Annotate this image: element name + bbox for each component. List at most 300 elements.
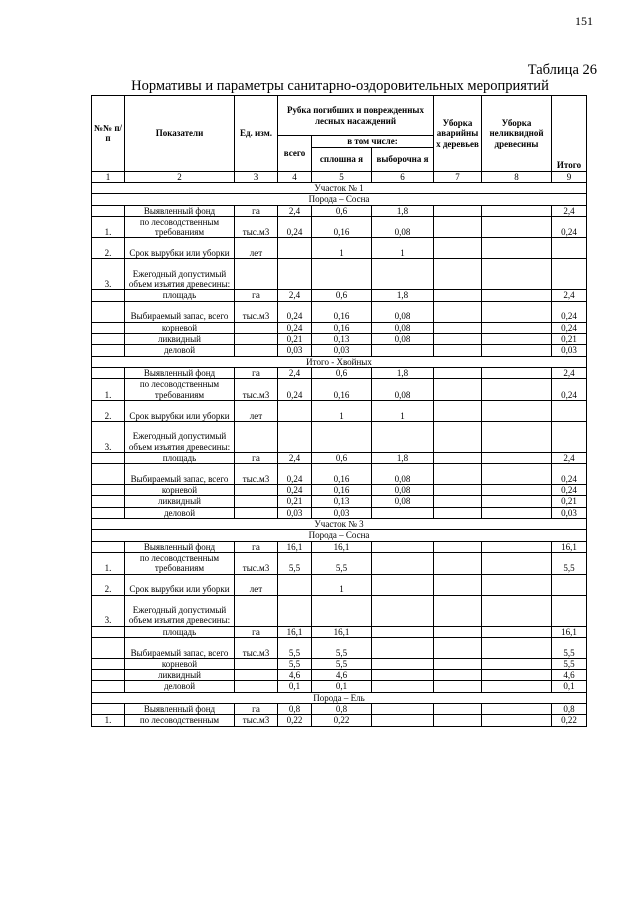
indicator-cell: Ежегодный допустимый объем изъятия древесины: xyxy=(125,259,235,290)
emergency-cell xyxy=(434,452,482,463)
table-row xyxy=(92,637,587,658)
colnum-4: 4 xyxy=(278,171,312,183)
row-number xyxy=(92,637,125,658)
total-felling-cell: 5,5 xyxy=(278,658,312,669)
row-number xyxy=(92,205,125,216)
header-emergency: Уборка аварийны х деревьев xyxy=(434,96,482,172)
itogo-cell: 0,22 xyxy=(552,715,587,726)
table-row xyxy=(92,507,587,518)
table-row xyxy=(92,670,587,681)
indicator-cell: Выбираемый запас, всего xyxy=(125,637,235,658)
table-row xyxy=(92,715,587,726)
clear-felling-cell: 16,1 xyxy=(312,541,372,552)
emergency-cell xyxy=(434,379,482,401)
unit-cell: га xyxy=(235,367,278,378)
clear-felling-cell: 5,5 xyxy=(312,637,372,658)
illiquid-cell xyxy=(482,367,552,378)
row-number xyxy=(92,681,125,692)
row-number xyxy=(92,541,125,552)
illiquid-cell xyxy=(482,290,552,301)
row-number xyxy=(92,658,125,669)
indicator-cell: по лесоводственным xyxy=(125,715,235,726)
header-itogo: Итого xyxy=(552,96,587,172)
indicator-cell: Выявленный фонд xyxy=(125,367,235,378)
clear-felling-cell: 1 xyxy=(312,574,372,595)
unit-cell: га xyxy=(235,205,278,216)
indicator-cell: по лесоводственным требованиям xyxy=(125,216,235,238)
indicator-cell: Срок вырубки или уборки xyxy=(125,238,235,259)
itogo-cell: 0,24 xyxy=(552,379,587,401)
indicator-cell: площадь xyxy=(125,626,235,637)
illiquid-cell xyxy=(482,216,552,238)
header-indicators: Показатели xyxy=(125,96,235,172)
header-felling-group: Рубка погибших и поврежденных лесных насаждений xyxy=(278,96,434,136)
row-number xyxy=(92,322,125,333)
emergency-cell xyxy=(434,541,482,552)
table-row xyxy=(92,485,587,496)
emergency-cell xyxy=(434,658,482,669)
itogo-cell: 4,6 xyxy=(552,670,587,681)
emergency-cell xyxy=(434,345,482,356)
itogo-cell: 0,21 xyxy=(552,496,587,507)
table-row xyxy=(92,216,587,238)
table-title: Нормативы и параметры санитарно-оздоровительных мероприятий xyxy=(131,78,549,94)
itogo-cell xyxy=(552,238,587,259)
emergency-cell xyxy=(434,216,482,238)
clear-felling-cell: 0,16 xyxy=(312,485,372,496)
unit-cell xyxy=(235,485,278,496)
row-number xyxy=(92,290,125,301)
section-row xyxy=(92,183,587,194)
itogo-cell: 0,24 xyxy=(552,322,587,333)
indicator-cell: деловой xyxy=(125,681,235,692)
row-number: 3. xyxy=(92,259,125,290)
unit-cell: га xyxy=(235,626,278,637)
unit-cell xyxy=(235,421,278,452)
itogo-cell: 2,4 xyxy=(552,367,587,378)
selective-felling-cell: 1,8 xyxy=(372,205,434,216)
row-number xyxy=(92,334,125,345)
itogo-cell: 0,8 xyxy=(552,704,587,715)
table-label: Таблица 26 xyxy=(527,62,597,78)
selective-felling-cell xyxy=(372,595,434,626)
itogo-cell: 5,5 xyxy=(552,552,587,574)
unit-cell xyxy=(235,334,278,345)
itogo-cell: 0,1 xyxy=(552,681,587,692)
indicator-cell: Ежегодный допустимый объем изъятия древесины: xyxy=(125,595,235,626)
selective-felling-cell xyxy=(372,704,434,715)
emergency-cell xyxy=(434,485,482,496)
itogo-cell: 0,24 xyxy=(552,464,587,485)
total-felling-cell: 16,1 xyxy=(278,626,312,637)
selective-felling-cell: 1,8 xyxy=(372,452,434,463)
selective-felling-cell: 1,8 xyxy=(372,290,434,301)
clear-felling-cell: 1 xyxy=(312,238,372,259)
illiquid-cell xyxy=(482,681,552,692)
row-number xyxy=(92,464,125,485)
clear-felling-cell: 0,22 xyxy=(312,715,372,726)
selective-felling-cell xyxy=(372,507,434,518)
itogo-cell: 0,21 xyxy=(552,334,587,345)
unit-cell xyxy=(235,507,278,518)
total-felling-cell: 0,1 xyxy=(278,681,312,692)
row-number xyxy=(92,626,125,637)
illiquid-cell xyxy=(482,507,552,518)
selective-felling-cell xyxy=(372,658,434,669)
unit-cell xyxy=(235,658,278,669)
total-felling-cell xyxy=(278,421,312,452)
clear-felling-cell: 0,6 xyxy=(312,452,372,463)
unit-cell xyxy=(235,322,278,333)
clear-felling-cell xyxy=(312,421,372,452)
table-row xyxy=(92,464,587,485)
itogo-cell: 5,5 xyxy=(552,658,587,669)
table-row xyxy=(92,379,587,401)
unit-cell: тыс.м3 xyxy=(235,216,278,238)
section-title: Порода – Сосна xyxy=(92,194,587,205)
table-row xyxy=(92,541,587,552)
illiquid-cell xyxy=(482,452,552,463)
section-title: Участок № 3 xyxy=(92,519,587,530)
emergency-cell xyxy=(434,205,482,216)
illiquid-cell xyxy=(482,485,552,496)
itogo-cell: 2,4 xyxy=(552,452,587,463)
total-felling-cell: 0,24 xyxy=(278,485,312,496)
illiquid-cell xyxy=(482,574,552,595)
indicator-cell: Выявленный фонд xyxy=(125,704,235,715)
itogo-cell xyxy=(552,259,587,290)
indicator-cell: деловой xyxy=(125,345,235,356)
indicator-cell: площадь xyxy=(125,290,235,301)
selective-felling-cell: 1 xyxy=(372,238,434,259)
emergency-cell xyxy=(434,704,482,715)
clear-felling-cell: 4,6 xyxy=(312,670,372,681)
page-number: 151 xyxy=(575,14,593,28)
table-row xyxy=(92,658,587,669)
table-row xyxy=(92,552,587,574)
total-felling-cell xyxy=(278,259,312,290)
header-selective: выборочна я xyxy=(372,147,434,171)
illiquid-cell xyxy=(482,658,552,669)
table-row xyxy=(92,626,587,637)
total-felling-cell: 16,1 xyxy=(278,541,312,552)
clear-felling-cell: 0,6 xyxy=(312,290,372,301)
clear-felling-cell: 0,03 xyxy=(312,507,372,518)
clear-felling-cell: 0,8 xyxy=(312,704,372,715)
illiquid-cell xyxy=(482,637,552,658)
illiquid-cell xyxy=(482,205,552,216)
emergency-cell xyxy=(434,626,482,637)
selective-felling-cell: 0,08 xyxy=(372,334,434,345)
table-row xyxy=(92,322,587,333)
clear-felling-cell: 0,16 xyxy=(312,322,372,333)
selective-felling-cell xyxy=(372,670,434,681)
itogo-cell: 2,4 xyxy=(552,290,587,301)
emergency-cell xyxy=(434,238,482,259)
table-row xyxy=(92,259,587,290)
row-number xyxy=(92,704,125,715)
unit-cell: тыс.м3 xyxy=(235,552,278,574)
illiquid-cell xyxy=(482,259,552,290)
colnum-5: 5 xyxy=(312,171,372,183)
clear-felling-cell: 0,16 xyxy=(312,464,372,485)
unit-cell: га xyxy=(235,452,278,463)
unit-cell: тыс.м3 xyxy=(235,301,278,322)
table-row xyxy=(92,400,587,421)
row-number: 1. xyxy=(92,715,125,726)
row-number xyxy=(92,496,125,507)
emergency-cell xyxy=(434,681,482,692)
table-row xyxy=(92,367,587,378)
emergency-cell xyxy=(434,421,482,452)
colnum-7: 7 xyxy=(434,171,482,183)
itogo-cell: 0,24 xyxy=(552,301,587,322)
emergency-cell xyxy=(434,574,482,595)
itogo-cell xyxy=(552,421,587,452)
illiquid-cell xyxy=(482,704,552,715)
row-number: 1. xyxy=(92,552,125,574)
colnum-6: 6 xyxy=(372,171,434,183)
illiquid-cell xyxy=(482,421,552,452)
total-felling-cell: 0,03 xyxy=(278,507,312,518)
emergency-cell xyxy=(434,464,482,485)
row-number xyxy=(92,507,125,518)
indicator-cell: корневой xyxy=(125,485,235,496)
illiquid-cell xyxy=(482,301,552,322)
table-body xyxy=(92,183,587,727)
clear-felling-cell: 0,16 xyxy=(312,216,372,238)
selective-felling-cell xyxy=(372,552,434,574)
total-felling-cell xyxy=(278,574,312,595)
unit-cell: лет xyxy=(235,400,278,421)
colnum-2: 2 xyxy=(125,171,235,183)
indicator-cell: ликвидный xyxy=(125,496,235,507)
section-title: Итого - Хвойных xyxy=(92,356,587,367)
row-number xyxy=(92,367,125,378)
indicator-cell: деловой xyxy=(125,507,235,518)
row-number: 2. xyxy=(92,400,125,421)
selective-felling-cell xyxy=(372,626,434,637)
itogo-cell: 16,1 xyxy=(552,626,587,637)
total-felling-cell xyxy=(278,595,312,626)
total-felling-cell: 0,24 xyxy=(278,216,312,238)
clear-felling-cell: 5,5 xyxy=(312,658,372,669)
unit-cell: тыс.м3 xyxy=(235,379,278,401)
emergency-cell xyxy=(434,334,482,345)
emergency-cell xyxy=(434,552,482,574)
emergency-cell xyxy=(434,715,482,726)
section-title: Участок № 1 xyxy=(92,183,587,194)
itogo-cell: 2,4 xyxy=(552,205,587,216)
table-row xyxy=(92,238,587,259)
indicator-cell: корневой xyxy=(125,322,235,333)
section-row xyxy=(92,356,587,367)
indicator-cell: Срок вырубки или уборки xyxy=(125,400,235,421)
total-felling-cell: 2,4 xyxy=(278,452,312,463)
illiquid-cell xyxy=(482,379,552,401)
header-illiquid: Уборка неликвидной древесины xyxy=(482,96,552,172)
emergency-cell xyxy=(434,507,482,518)
indicator-cell: Выявленный фонд xyxy=(125,205,235,216)
section-row xyxy=(92,530,587,541)
illiquid-cell xyxy=(482,464,552,485)
clear-felling-cell: 0,03 xyxy=(312,345,372,356)
selective-felling-cell: 1 xyxy=(372,400,434,421)
indicator-cell: по лесоводственным требованиям xyxy=(125,552,235,574)
total-felling-cell: 0,24 xyxy=(278,301,312,322)
row-number: 1. xyxy=(92,216,125,238)
unit-cell: тыс.м3 xyxy=(235,464,278,485)
table-row xyxy=(92,290,587,301)
itogo-cell xyxy=(552,574,587,595)
clear-felling-cell: 0,13 xyxy=(312,334,372,345)
row-number xyxy=(92,670,125,681)
table-row xyxy=(92,345,587,356)
emergency-cell xyxy=(434,367,482,378)
table-row xyxy=(92,574,587,595)
illiquid-cell xyxy=(482,400,552,421)
selective-felling-cell: 0,08 xyxy=(372,496,434,507)
selective-felling-cell: 0,08 xyxy=(372,301,434,322)
selective-felling-cell: 1,8 xyxy=(372,367,434,378)
indicator-cell: Выявленный фонд xyxy=(125,541,235,552)
header-incl: в том числе: xyxy=(312,136,434,148)
itogo-cell: 0,24 xyxy=(552,216,587,238)
indicator-cell: площадь xyxy=(125,452,235,463)
selective-felling-cell xyxy=(372,574,434,595)
emergency-cell xyxy=(434,290,482,301)
colnum-8: 8 xyxy=(482,171,552,183)
unit-cell xyxy=(235,681,278,692)
illiquid-cell xyxy=(482,541,552,552)
itogo-cell: 5,5 xyxy=(552,637,587,658)
section-title: Порода – Сосна xyxy=(92,530,587,541)
selective-felling-cell xyxy=(372,681,434,692)
clear-felling-cell: 0,13 xyxy=(312,496,372,507)
total-felling-cell: 0,21 xyxy=(278,496,312,507)
table-row xyxy=(92,205,587,216)
total-felling-cell: 4,6 xyxy=(278,670,312,681)
row-number: 2. xyxy=(92,574,125,595)
total-felling-cell: 5,5 xyxy=(278,637,312,658)
row-number: 3. xyxy=(92,595,125,626)
total-felling-cell: 0,8 xyxy=(278,704,312,715)
selective-felling-cell: 0,08 xyxy=(372,322,434,333)
clear-felling-cell: 0,16 xyxy=(312,301,372,322)
total-felling-cell: 2,4 xyxy=(278,205,312,216)
clear-felling-cell: 0,6 xyxy=(312,367,372,378)
total-felling-cell xyxy=(278,400,312,421)
row-number: 2. xyxy=(92,238,125,259)
total-felling-cell: 0,21 xyxy=(278,334,312,345)
row-number: 1. xyxy=(92,379,125,401)
emergency-cell xyxy=(434,670,482,681)
selective-felling-cell xyxy=(372,637,434,658)
unit-cell: тыс.м3 xyxy=(235,637,278,658)
illiquid-cell xyxy=(482,670,552,681)
unit-cell xyxy=(235,595,278,626)
clear-felling-cell: 5,5 xyxy=(312,552,372,574)
selective-felling-cell: 0,08 xyxy=(372,485,434,496)
selective-felling-cell xyxy=(372,541,434,552)
table-row xyxy=(92,334,587,345)
selective-felling-cell xyxy=(372,259,434,290)
indicator-cell: корневой xyxy=(125,658,235,669)
table-row xyxy=(92,704,587,715)
total-felling-cell: 0,24 xyxy=(278,379,312,401)
row-number xyxy=(92,485,125,496)
section-title: Порода – Ель xyxy=(92,692,587,703)
itogo-cell: 16,1 xyxy=(552,541,587,552)
emergency-cell xyxy=(434,595,482,626)
total-felling-cell: 0,22 xyxy=(278,715,312,726)
table-row xyxy=(92,421,587,452)
section-row xyxy=(92,692,587,703)
clear-felling-cell xyxy=(312,259,372,290)
colnum-1: 1 xyxy=(92,171,125,183)
table-row xyxy=(92,595,587,626)
itogo-cell: 0,24 xyxy=(552,485,587,496)
indicator-cell: Выбираемый запас, всего xyxy=(125,464,235,485)
selective-felling-cell: 0,08 xyxy=(372,464,434,485)
selective-felling-cell: 0,08 xyxy=(372,379,434,401)
unit-cell xyxy=(235,670,278,681)
unit-cell xyxy=(235,345,278,356)
total-felling-cell: 2,4 xyxy=(278,290,312,301)
unit-cell: тыс.м3 xyxy=(235,715,278,726)
indicator-cell: ликвидный xyxy=(125,334,235,345)
header-unit: Ед. изм. xyxy=(235,96,278,172)
indicator-cell: Выбираемый запас, всего xyxy=(125,301,235,322)
itogo-cell xyxy=(552,595,587,626)
emergency-cell xyxy=(434,496,482,507)
emergency-cell xyxy=(434,322,482,333)
indicator-cell: Срок вырубки или уборки xyxy=(125,574,235,595)
colnum-9: 9 xyxy=(552,171,587,183)
clear-felling-cell: 0,16 xyxy=(312,379,372,401)
indicator-cell: Ежегодный допустимый объем изъятия древесины: xyxy=(125,421,235,452)
illiquid-cell xyxy=(482,626,552,637)
unit-cell xyxy=(235,496,278,507)
emergency-cell xyxy=(434,400,482,421)
illiquid-cell xyxy=(482,238,552,259)
total-felling-cell: 5,5 xyxy=(278,552,312,574)
itogo-cell xyxy=(552,400,587,421)
unit-cell: га xyxy=(235,704,278,715)
clear-felling-cell xyxy=(312,595,372,626)
emergency-cell xyxy=(434,301,482,322)
unit-cell xyxy=(235,259,278,290)
clear-felling-cell: 0,1 xyxy=(312,681,372,692)
emergency-cell xyxy=(434,637,482,658)
table-row xyxy=(92,496,587,507)
selective-felling-cell xyxy=(372,421,434,452)
itogo-cell: 0,03 xyxy=(552,345,587,356)
emergency-cell xyxy=(434,259,482,290)
selective-felling-cell xyxy=(372,345,434,356)
row-number: 3. xyxy=(92,421,125,452)
illiquid-cell xyxy=(482,496,552,507)
section-row xyxy=(92,519,587,530)
table-row xyxy=(92,301,587,322)
clear-felling-cell: 16,1 xyxy=(312,626,372,637)
norms-table xyxy=(91,95,587,727)
row-number xyxy=(92,345,125,356)
section-row xyxy=(92,194,587,205)
clear-felling-cell: 0,6 xyxy=(312,205,372,216)
total-felling-cell: 2,4 xyxy=(278,367,312,378)
total-felling-cell: 0,03 xyxy=(278,345,312,356)
